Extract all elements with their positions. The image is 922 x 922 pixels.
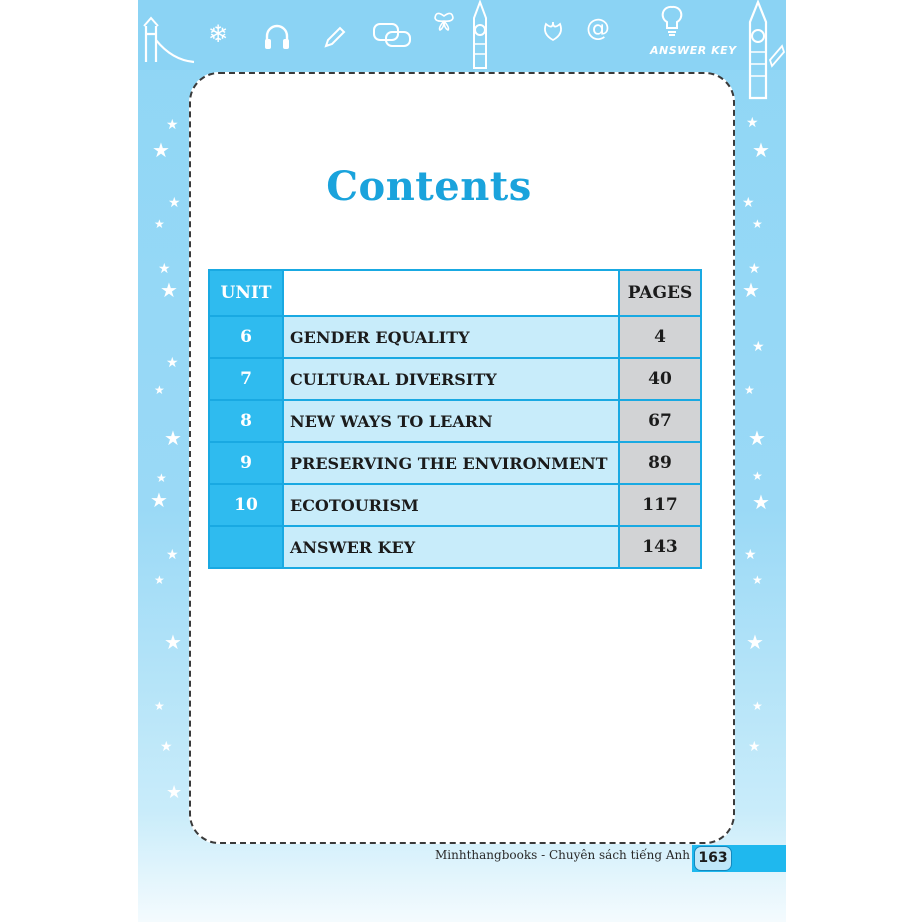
star-icon: ★	[744, 383, 755, 397]
table-row	[209, 316, 701, 358]
star-icon: ★	[748, 426, 766, 450]
star-icon: ★	[752, 490, 770, 514]
star-icon: ★	[746, 115, 759, 131]
page-number-cell: 40	[619, 358, 701, 400]
butterfly-icon	[432, 10, 456, 32]
star-icon: ★	[164, 630, 182, 654]
clock-tower-icon	[460, 0, 500, 70]
star-icon: ★	[158, 261, 171, 277]
star-icon: ★	[752, 573, 763, 587]
table-row	[209, 526, 701, 568]
unit-number: 10	[209, 484, 283, 526]
answer-key-tag: ANSWER KEY	[650, 44, 737, 57]
headphones-icon	[262, 22, 292, 52]
unit-title: ECOTOURISM	[283, 484, 619, 526]
star-icon: ★	[154, 217, 165, 231]
unit-number: 9	[209, 442, 283, 484]
star-icon: ★	[166, 117, 179, 133]
star-icon: ★	[748, 261, 761, 277]
unit-column-header: UNIT	[209, 270, 283, 316]
contents-table	[208, 269, 702, 569]
star-icon: ★	[156, 471, 167, 485]
unit-number: 7	[209, 358, 283, 400]
unit-title: NEW WAYS TO LEARN	[283, 400, 619, 442]
star-icon: ★	[160, 739, 173, 755]
star-icon: ★	[166, 547, 179, 563]
star-icon: ★	[166, 782, 183, 803]
table-row	[209, 442, 701, 484]
star-icon: ★	[152, 138, 170, 162]
star-icon: ★	[742, 278, 760, 302]
star-icon: ★	[154, 573, 165, 587]
at-sign-icon: @	[586, 14, 610, 42]
page-number: 163	[694, 846, 732, 871]
star-icon: ★	[160, 278, 178, 302]
star-icon: ★	[752, 217, 763, 231]
unit-number: 8	[209, 400, 283, 442]
star-icon: ★	[166, 355, 179, 371]
unit-title: CULTURAL DIVERSITY	[283, 358, 619, 400]
pencil-icon	[322, 24, 348, 50]
unit-title: PRESERVING THE ENVIRONMENT	[283, 442, 619, 484]
star-icon: ★	[168, 195, 181, 211]
bridge-icon	[142, 16, 198, 64]
unit-title: ANSWER KEY	[283, 526, 619, 568]
star-icon: ★	[752, 339, 765, 355]
star-icon: ★	[752, 138, 770, 162]
leaf-icon	[540, 18, 566, 44]
footer-publisher: Minhthangbooks - Chuyên sách tiếng Anh	[435, 848, 690, 862]
star-icon: ★	[154, 383, 165, 397]
page-number-cell: 67	[619, 400, 701, 442]
table-header-row	[209, 270, 701, 316]
title-column-header	[283, 270, 619, 316]
page-title: Contents	[326, 163, 532, 210]
star-icon: ★	[742, 195, 755, 211]
star-icon: ★	[150, 488, 168, 512]
page-number-cell: 143	[619, 526, 701, 568]
table-row	[209, 484, 701, 526]
table-row	[209, 358, 701, 400]
star-icon: ★	[154, 699, 165, 713]
page-number-cell: 89	[619, 442, 701, 484]
star-icon: ★	[748, 739, 761, 755]
page-number-cell: 4	[619, 316, 701, 358]
star-icon: ★	[164, 426, 182, 450]
star-icon: ★	[746, 630, 764, 654]
star-icon: ★	[752, 469, 763, 483]
star-icon: ★	[744, 547, 757, 563]
pages-column-header: PAGES	[619, 270, 701, 316]
star-icon: ★	[752, 699, 763, 713]
speech-bubbles-icon	[372, 18, 412, 52]
unit-title: GENDER EQUALITY	[283, 316, 619, 358]
unit-number: 6	[209, 316, 283, 358]
snowflake-icon: ❄	[208, 20, 229, 48]
lightbulb-icon	[660, 4, 684, 38]
unit-number	[209, 526, 283, 568]
table-row	[209, 400, 701, 442]
page-number-cell: 117	[619, 484, 701, 526]
